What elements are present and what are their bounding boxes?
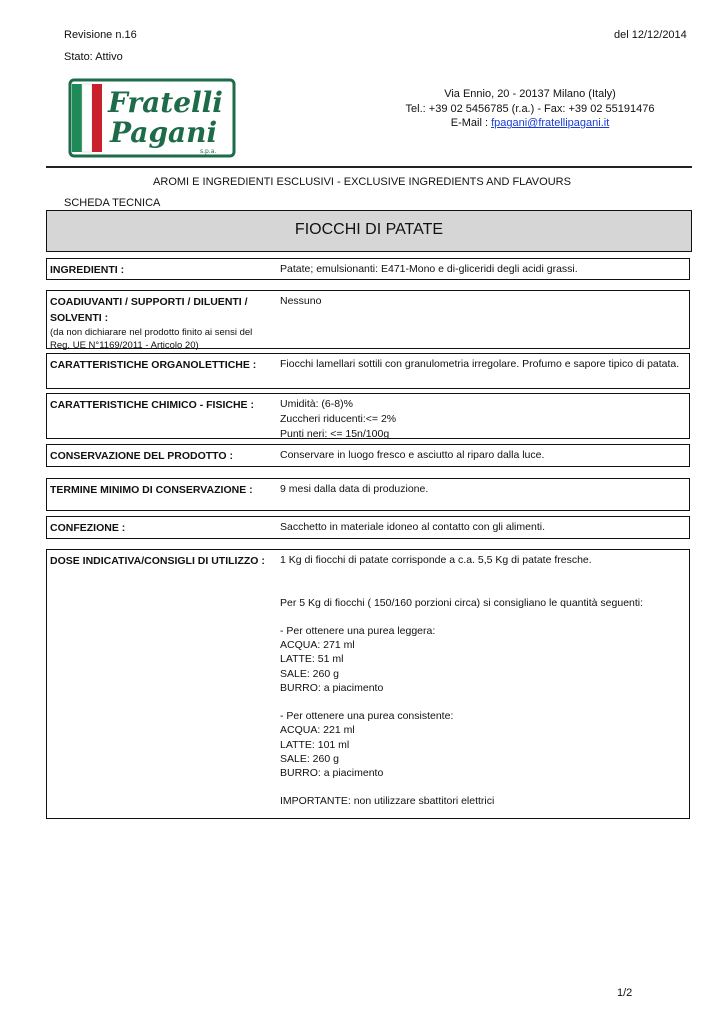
dose-line: ACQUA: 221 ml bbox=[280, 724, 355, 737]
dose-line: LATTE: 101 ml bbox=[280, 738, 350, 751]
logo-text-pagani: Pagani bbox=[110, 116, 218, 149]
row-confezione bbox=[46, 516, 690, 539]
dose-instructions bbox=[280, 553, 680, 809]
revision-number: Revisione n.16 bbox=[64, 29, 137, 41]
dose-line: SALE: 260 g bbox=[280, 752, 339, 765]
row-label: TERMINE MINIMO DI CONSERVAZIONE : bbox=[50, 484, 253, 496]
row-dose bbox=[46, 549, 690, 819]
dose-line: SALE: 260 g bbox=[280, 667, 339, 680]
row-label: CARATTERISTICHE CHIMICO - FISICHE : bbox=[50, 399, 254, 411]
dose-line: BURRO: a piacimento bbox=[280, 766, 384, 779]
row-value: Nessuno bbox=[280, 295, 322, 307]
row-label: CARATTERISTICHE ORGANOLETTICHE : bbox=[50, 359, 257, 371]
dose-line: - Per ottenere una purea leggera: bbox=[280, 624, 436, 637]
document-type: SCHEDA TECNICA bbox=[64, 197, 161, 209]
company-address: Via Ennio, 20 - 20137 Milano (Italy) bbox=[444, 88, 616, 100]
row-label: CONFEZIONE : bbox=[50, 522, 126, 534]
dose-line bbox=[280, 567, 680, 581]
row-label-note: (da non dichiarare nel prodotto finito ai sensi del Reg. UE N°1169/2011 - Articolo 20) bbox=[50, 327, 253, 351]
product-title-box bbox=[46, 210, 692, 252]
page-number: 1/2 bbox=[617, 987, 633, 999]
row-label: CONSERVAZIONE DEL PRODOTTO : bbox=[50, 450, 233, 462]
dose-line: 1 Kg di fiocchi di patate corrisponde a c.a. 5,5 Kg di patate fresche. bbox=[280, 554, 592, 566]
header-divider bbox=[46, 166, 692, 168]
company-contact bbox=[380, 87, 680, 131]
dose-line: BURRO: a piacimento bbox=[280, 681, 384, 694]
row-chimico-fisiche bbox=[46, 393, 690, 439]
dose-line: ACQUA: 271 ml bbox=[280, 639, 355, 652]
company-logo bbox=[68, 76, 236, 158]
company-phone: Tel.: +39 02 5456785 (r.a.) - Fax: +39 02 55191476 bbox=[405, 102, 655, 115]
row-label: INGREDIENTI : bbox=[50, 264, 125, 276]
row-value: Sacchetto in materiale idoneo al contatto con gli alimenti. bbox=[280, 521, 545, 533]
document-status: Stato: Attivo bbox=[64, 51, 123, 63]
row-label: DOSE INDICATIVA/CONSIGLI DI UTILIZZO : bbox=[50, 555, 265, 567]
row-value: Umidità: (6-8)% Zuccheri riducenti:<= 2% Punti neri: <= 15n/100g bbox=[280, 398, 397, 440]
dose-line bbox=[280, 780, 680, 794]
email-link[interactable]: fpagani@fratellipagani.it bbox=[491, 117, 610, 130]
row-label-text: COADIUVANTI / SUPPORTI / DILUENTI / SOLVENTI : bbox=[50, 296, 248, 324]
product-title: FIOCCHI DI PATATE bbox=[294, 221, 444, 238]
dose-line: - Per ottenere una purea consistente: bbox=[280, 710, 454, 723]
tagline: AROMI E INGREDIENTI ESCLUSIVI - EXCLUSIVE INGREDIENTS AND FLAVOURS bbox=[153, 176, 571, 188]
row-termine bbox=[46, 478, 690, 511]
dose-line: Per 5 Kg di fiocchi ( 150/160 porzioni circa) si consigliano le quantità seguenti: bbox=[280, 596, 644, 609]
row-value: Conservare in luogo fresco e asciutto al riparo dalla luce. bbox=[280, 449, 545, 461]
row-coadiuvanti bbox=[46, 290, 690, 349]
company-email-line bbox=[380, 116, 680, 131]
row-ingredienti bbox=[46, 258, 690, 280]
logo-text-fratelli: Fratelli bbox=[108, 86, 223, 119]
row-value: Fiocchi lamellari sottili con granulometria irregolare. Profumo e sapore tipico di patata. bbox=[280, 358, 680, 370]
row-value: Patate; emulsionanti: E471-Mono e di-gliceridi degli acidi grassi. bbox=[280, 263, 578, 275]
row-label bbox=[50, 294, 270, 352]
dose-line: IMPORTANTE: non utilizzare sbattitori elettrici bbox=[280, 795, 495, 808]
dose-line: LATTE: 51 ml bbox=[280, 653, 344, 666]
email-label: E-Mail : bbox=[450, 117, 492, 130]
row-conservazione bbox=[46, 444, 690, 467]
revision-date: del 12/12/2014 bbox=[614, 29, 687, 41]
logo-text-spa: s.p.a. bbox=[200, 148, 217, 155]
dose-line bbox=[280, 695, 680, 709]
dose-line bbox=[280, 581, 680, 595]
row-value: 9 mesi dalla data di produzione. bbox=[280, 483, 429, 495]
row-organolettiche bbox=[46, 353, 690, 389]
dose-line bbox=[280, 610, 680, 624]
